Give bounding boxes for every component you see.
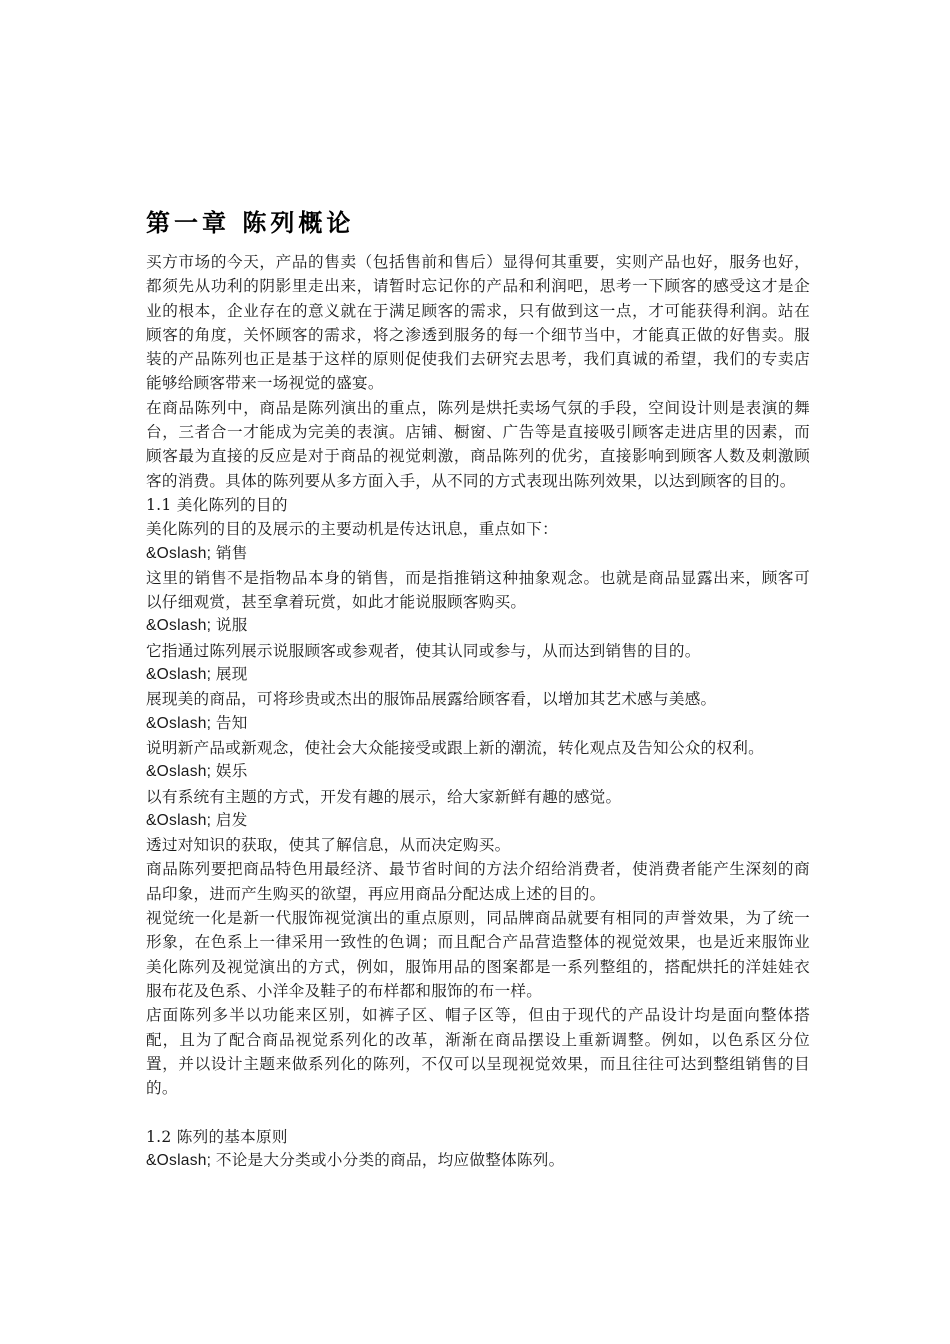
- body-paragraph: 店面陈列多半以功能来区别，如裤子区、帽子区等，但由于现代的产品设计均是面向整体搭配，且为了配合商品视觉系列化的改革，渐渐在商品摆设上重新调整。例如，以色系区分位置，并以设计主题来做系列化的陈列，不仅可以呈现视觉效果，而且往往可达到整组销售的目的。: [146, 1006, 810, 1098]
- bullet-label: &Oslash; 销售: [146, 544, 248, 562]
- bullet-item: &Oslash; 不论是大分类或小分类的商品，均应做整体陈列。: [146, 1151, 565, 1169]
- body-paragraph: 商品陈列要把商品特色用最经济、最节省时间的方法介绍给消费者，使消费者能产生深刻的商品印象，进而产生购买的欲望，再应用商品分配达成上述的目的。: [146, 860, 810, 903]
- bullet-text: 透过对知识的获取，使其了解信息，从而决定购买。: [146, 836, 511, 855]
- bullet-label: &Oslash; 告知: [146, 714, 248, 732]
- bullet-text: 以有系统有主题的方式，开发有趣的展示，给大家新鲜有趣的感觉。: [146, 787, 622, 806]
- bullet-text: 展现美的商品，可将珍贵或杰出的服饰品展露给顾客看，以增加其艺术感与美感。: [146, 690, 717, 709]
- section-lead: 美化陈列的目的及展示的主要动机是传达讯息，重点如下：: [146, 520, 558, 539]
- blank-line: [146, 1100, 810, 1124]
- intro-paragraph: 在商品陈列中，商品是陈列演出的重点，陈列是烘托卖场气氛的手段，空间设计则是表演的舞台，三者合一才能成为完美的表演。店铺、橱窗、广告等是直接吸引顾客走进店里的因素，而顾客最为直接的反应是对于商品的视觉刺激，商品陈列的优劣，直接影响到顾客人数及刺激顾客的消费。具体的陈列要从多方面入手，从不同的方式表现出陈列效果，以达到顾客的目的。: [146, 398, 810, 490]
- chapter-title: 第一章 陈列概论: [146, 209, 355, 237]
- bullet-label: &Oslash; 启发: [146, 811, 248, 829]
- body-paragraph: 视觉统一化是新一代服饰视觉演出的重点原则，同品牌商品就要有相同的声誉效果，为了统一形象，在色系上一律采用一致性的色调；而且配合产品营造整体的视觉效果，也是近来服饰业美化陈列及视觉演出的方式，例如，服饰用品的图案都是一系列整组的，搭配烘托的洋娃娃衣服布花及色系、小洋伞及鞋子的布样都和服饰的布一样。: [146, 909, 810, 1000]
- bullet-text: 这里的销售不是指物品本身的销售，而是指推销这种抽象观念。也就是商品显露出来，顾客可以仔细观赏，甚至拿着玩赏，如此才能说服顾客购买。: [146, 568, 810, 612]
- bullet-label: &Oslash; 展现: [146, 666, 248, 684]
- bullet-text: 它指通过陈列展示说服顾客或参观者，使其认同或参与，从而达到销售的目的。: [146, 641, 701, 660]
- section-heading: 1.2 陈列的基本原则: [146, 1127, 288, 1146]
- bullet-text: 说明新产品或新观念，使社会大众能接受或跟上新的潮流，转化观点及告知公众的权利。: [146, 738, 764, 757]
- bullet-label: &Oslash; 说服: [146, 617, 248, 635]
- intro-paragraph: 买方市场的今天，产品的售卖（包括售前和售后）显得何其重要，实则产品也好，服务也好，都须先从功利的阴影里走出来，请暂时忘记你的产品和利润吧，思考一下顾客的感受这才是企业的根本，企业存在的意义就在于满足顾客的需求，只有做到这一点，才可能获得利润。站在顾客的角度，关怀顾客的需求，将之渗透到服务的每一个细节当中，才能真正做的好售卖。服装的产品陈列也正是基于这样的原则促使我们去研究去思考，我们真诚的希望，我们的专卖店能够给顾客带来一场视觉的盛宴。: [146, 253, 810, 393]
- section-heading: 1.1 美化陈列的目的: [146, 495, 288, 514]
- document-body: [146, 206, 810, 1173]
- bullet-label: &Oslash; 娱乐: [146, 763, 248, 781]
